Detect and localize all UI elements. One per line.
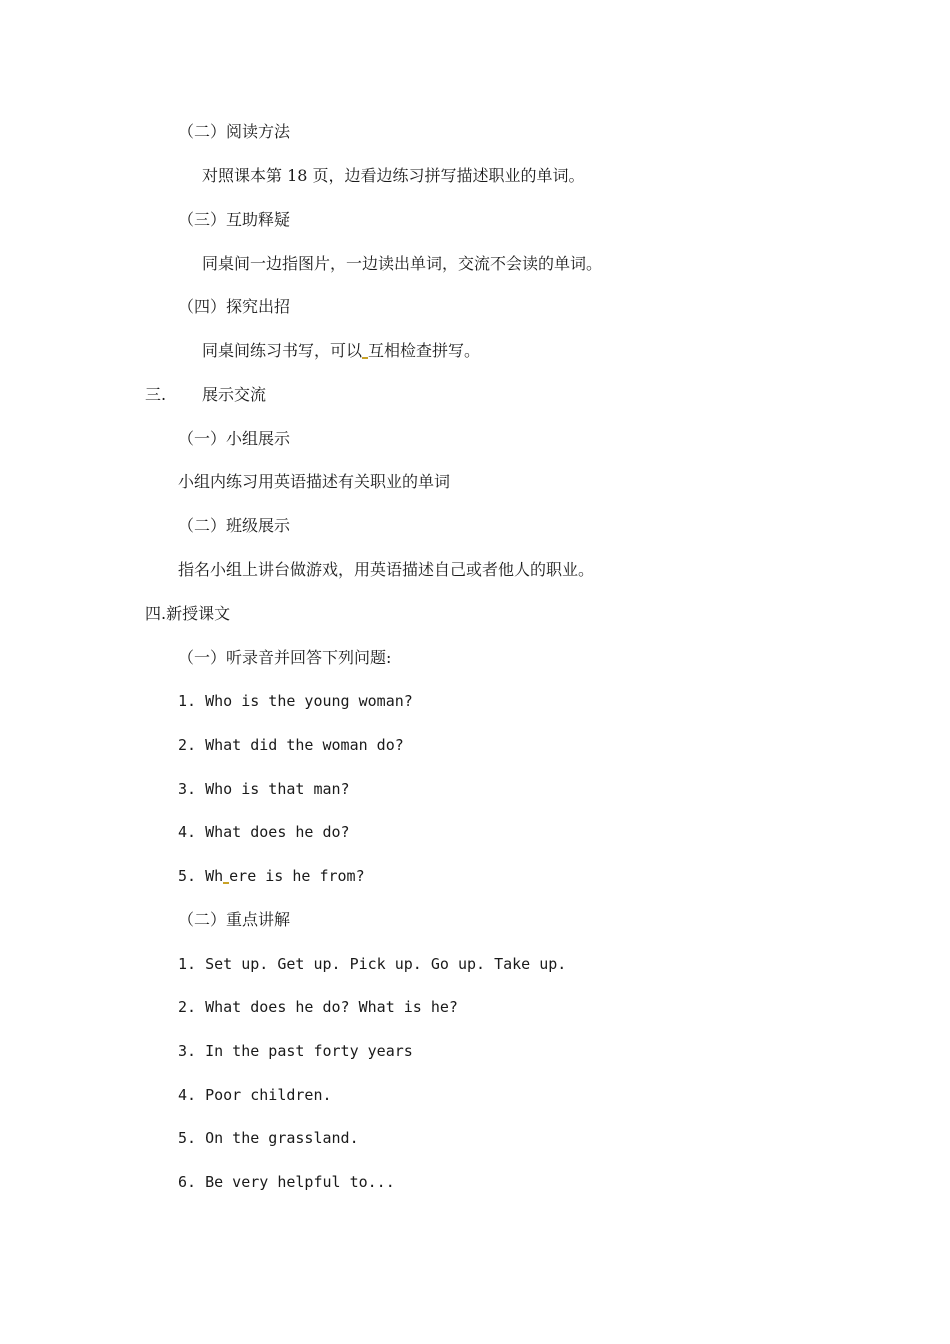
question-text-part1: Wh [205,867,224,885]
question-text: Who is the young woman? [205,692,413,710]
question-text-part2: ere is he from? [229,867,365,885]
question-text: Who is that man? [205,780,350,798]
question-number: 4. [178,823,197,841]
section4-title: 四.新授课文 [145,604,231,623]
key-point-number: 4. [178,1086,197,1104]
class-show-text: 指名小组上讲台做游戏，用英语描述自己或者他人的职业。 [178,560,595,579]
question-text: What did the woman do? [205,736,404,754]
mutual-help-heading: （三）互助释疑 [178,210,291,229]
key-point-number: 1. [178,955,197,973]
group-show-heading: （一）小组展示 [178,429,291,448]
key-points-heading: （二）重点讲解 [178,910,291,929]
question-item [178,866,365,886]
key-point-number: 5. [178,1129,197,1147]
explore-text-part1: 同桌间练习书写，可以 [202,341,363,360]
explore-heading: （四）探究出招 [178,297,291,316]
question-item [178,822,350,842]
key-point-text: On the grassland. [205,1129,359,1147]
question-number: 3. [178,780,197,798]
question-item [178,735,404,755]
reading-method-heading: （二）阅读方法 [178,122,291,141]
key-point-item [178,1128,359,1148]
key-point-number: 2. [178,998,197,1016]
key-point-number: 3. [178,1042,197,1060]
mutual-help-text: 同桌间一边指图片，一边读出单词，交流不会读的单词。 [202,254,603,273]
question-item [178,691,413,711]
key-point-item [178,1041,413,1061]
section3-number: 三. [145,385,167,404]
key-point-text: Poor children. [205,1086,332,1104]
question-text: What does he do? [205,823,350,841]
reading-method-text: 对照课本第 18 页，边看边练习拼写描述职业的单词。 [202,166,585,185]
question-number: 2. [178,736,197,754]
listen-heading: （一）听录音并回答下列问题: [178,648,392,667]
key-point-text: What does he do? What is he? [205,998,458,1016]
key-point-item [178,1172,395,1192]
key-point-number: 6. [178,1173,197,1191]
key-point-text: Set up. Get up. Pick up. Go up. Take up. [205,955,567,973]
group-show-text: 小组内练习用英语描述有关职业的单词 [178,472,451,491]
explore-text-part2: 互相检查拼写。 [368,341,481,360]
key-point-text: In the past forty years [205,1042,413,1060]
key-point-text: Be very helpful to... [205,1173,395,1191]
section3-title: 展示交流 [202,385,267,404]
key-point-item [178,954,566,974]
key-point-item [178,997,458,1017]
question-item [178,779,350,799]
question-number: 1. [178,692,197,710]
class-show-heading: （二）班级展示 [178,516,291,535]
question-number: 5. [178,867,197,885]
key-point-item [178,1085,332,1105]
explore-text [202,341,480,361]
